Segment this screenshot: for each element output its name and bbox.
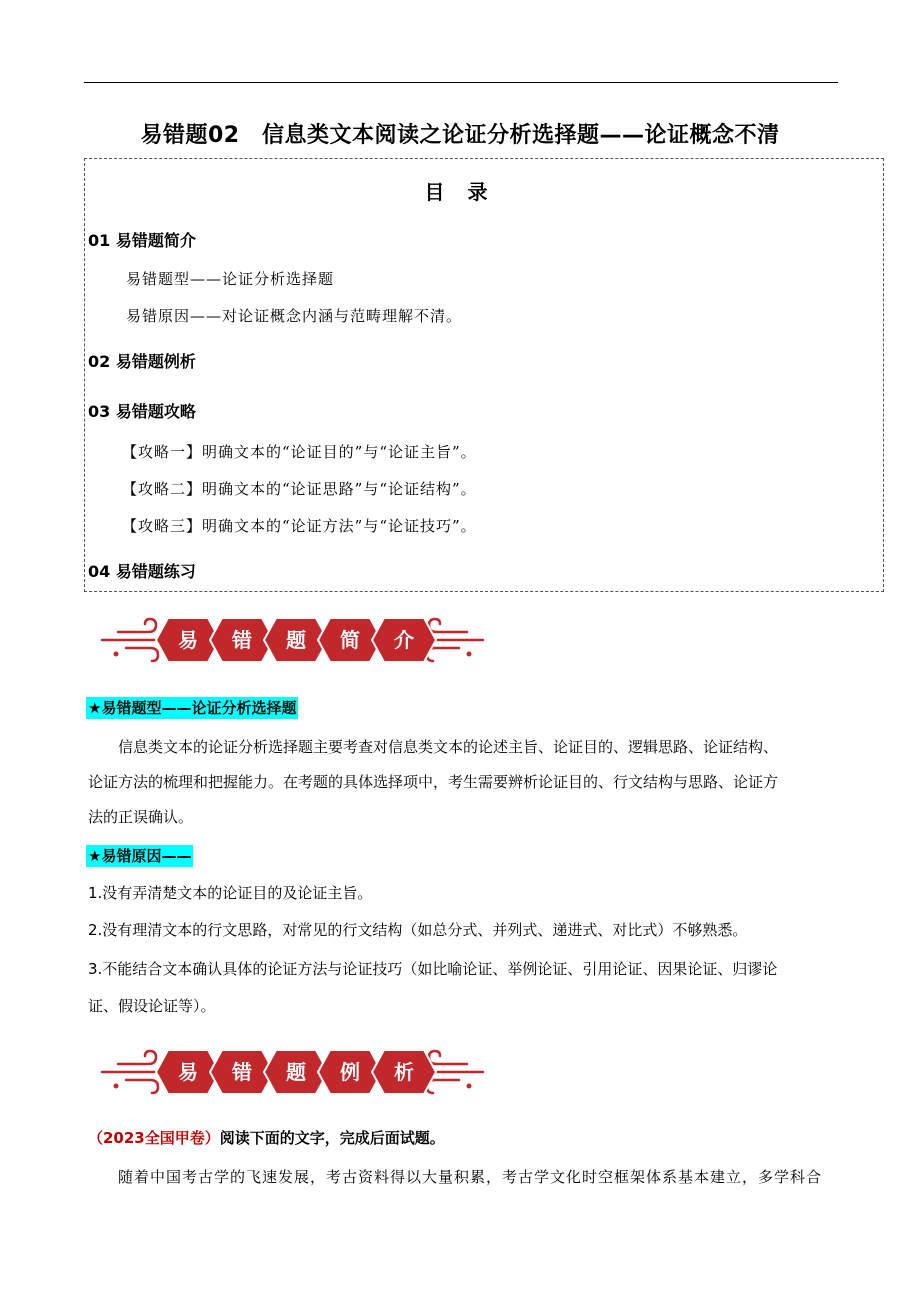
error-reason-heading: ★易错原因—— [88, 847, 192, 865]
exam-source-tag: （2023全国甲卷） [88, 1129, 220, 1147]
section-banner-intro [100, 610, 485, 670]
banner-char: 介 [394, 628, 414, 652]
banner-dot [114, 652, 119, 657]
banner-dot [467, 652, 472, 657]
banner-char: 析 [394, 1060, 414, 1084]
paragraph-line: 法的正误确认。 [88, 808, 194, 826]
toc-section-01[interactable]: 01 易错题简介 [88, 231, 196, 250]
banner-char: 题 [286, 628, 306, 652]
example-source-line [88, 1127, 445, 1148]
section-banner-example [100, 1042, 485, 1102]
reason-item: 2.没有理清文本的行文思路，对常见的行文结构（如总分式、并列式、递进式、对比式）不够熟悉。 [88, 921, 748, 939]
banner-char: 简 [340, 628, 360, 652]
document-title: 易错题02 信息类文本阅读之论证分析选择题——论证概念不清 [140, 123, 780, 148]
toc-intro-item: 易错原因——对论证概念内涵与范畴理解不清。 [126, 307, 463, 325]
banner-char: 题 [286, 1060, 306, 1084]
banner-char: 易 [178, 1060, 198, 1084]
reason-item: 1.没有弄清楚文本的论证目的及论证主旨。 [88, 884, 373, 902]
toc-strategy-item: 【攻略三】明确文本的“论证方法”与“论证技巧”。 [122, 517, 477, 535]
toc-section-03[interactable]: 03 易错题攻略 [88, 402, 196, 421]
banner-char: 易 [178, 628, 198, 652]
reason-item-continued: 证、假设论证等）。 [88, 997, 216, 1015]
banner-char: 例 [340, 1060, 360, 1084]
paragraph-line: 论证方法的梳理和把握能力。在考题的具体选择项中，考生需要辨析论证目的、行文结构与思路、论证方 [88, 773, 779, 791]
example-instruction: 阅读下面的文字，完成后面试题。 [219, 1129, 445, 1147]
header-rule [84, 82, 838, 83]
toc-section-04[interactable]: 04 易错题练习 [88, 562, 196, 581]
banner-dot [467, 1084, 472, 1089]
passage-first-line: 随着中国考古学的飞速发展，考古资料得以大量积累，考古学文化时空框架体系基本建立，多学科合 [118, 1168, 823, 1186]
banner-dot [114, 1084, 119, 1089]
banner-char: 错 [232, 628, 252, 652]
banner-char: 错 [232, 1060, 252, 1084]
banner-left-scroll-ornament [102, 619, 160, 661]
reason-item: 3.不能结合文本确认具体的论证方法与论证技巧（如比喻论证、举例论证、引用论证、因果论证、归谬论 [88, 960, 778, 978]
banner-left-scroll-ornament [102, 1051, 160, 1093]
toc-strategy-item: 【攻略一】明确文本的“论证目的”与“论证主旨”。 [122, 443, 477, 461]
error-type-paragraph [88, 730, 838, 835]
toc-strategy-item: 【攻略二】明确文本的“论证思路”与“论证结构”。 [122, 480, 477, 498]
toc-intro-item: 易错题型——论证分析选择题 [126, 270, 335, 288]
error-type-heading: ★易错题型——论证分析选择题 [88, 699, 297, 717]
toc-heading: 目 录 [424, 180, 496, 204]
toc-section-02[interactable]: 02 易错题例析 [88, 352, 196, 371]
paragraph-line: 信息类文本的论证分析选择题主要考查对信息类文本的论述主旨、论证目的、逻辑思路、论证结构、 [118, 738, 779, 756]
